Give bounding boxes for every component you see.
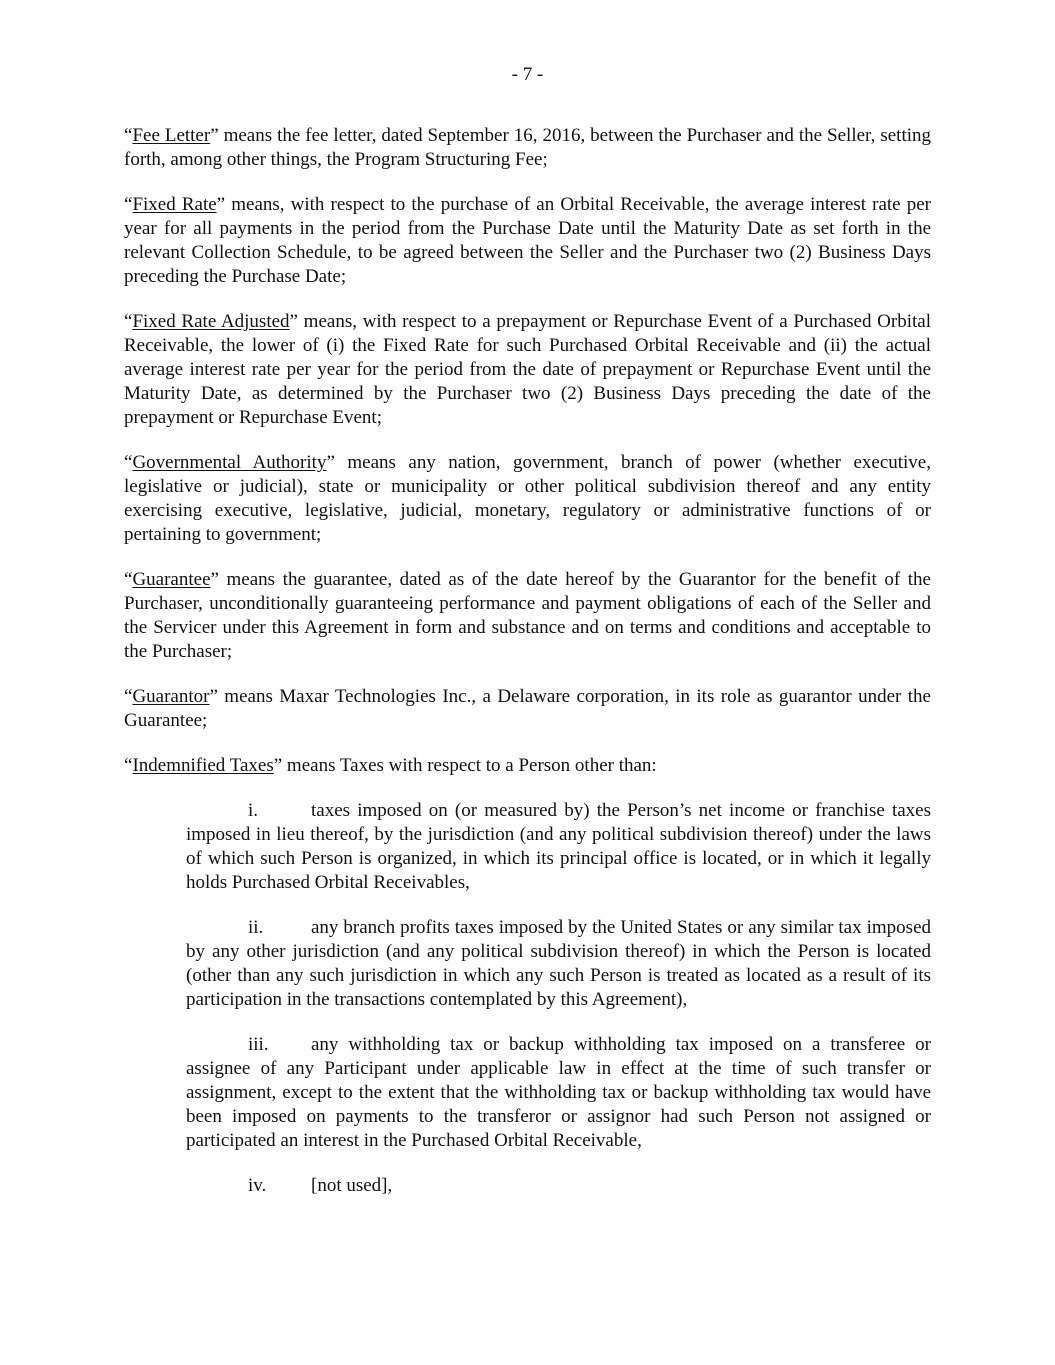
defined-term: Guarantor <box>132 686 210 707</box>
definition-text: ” means, with respect to the purchase of an Orbital Receivable, the average interest rate per year for all payments in the period from the Purchase Date until the Maturity Date as set forth in the relevant Collection Schedule, to be agreed between the Seller and the Purchaser two (2) Business Days preceding the Purchase Date; <box>124 194 931 287</box>
definition-text: ” means the fee letter, dated September 16, 2016, between the Purchaser and the Seller, setting forth, among other things, the Program Structuring Fee; <box>124 125 931 170</box>
definition-text: ” means Maxar Technologies Inc., a Delaware corporation, in its role as guarantor under the Guarantee; <box>124 686 931 731</box>
defined-term: Guarantee <box>132 569 211 590</box>
item-text: any withholding tax or backup withholding tax imposed on a transferee or assignee of any Participant under applicable law in effect at the time of such transfer or assignment, except to the extent that the withholding tax or backup withholding tax would have been imposed on payments to the transferor or assignor had such Person not assigned or participated an interest in the Purchased Orbital Receivable, <box>186 1034 931 1151</box>
open-quote: “ <box>124 569 133 590</box>
page-number: - 7 - <box>511 64 544 85</box>
document-body <box>124 124 931 1219</box>
definition-text: ” means, with respect to a prepayment or Repurchase Event of a Purchased Orbital Receivable, the lower of (i) the Fixed Rate for such Purchased Orbital Receivable and (ii) the actual average interest rate per year for the period from the date of prepayment or Repurchase Event until the Maturity Date, as determined by the Purchaser two (2) Business Days preceding the date of the prepayment or Repurchase Event; <box>124 311 931 428</box>
definition-paragraph <box>124 754 931 778</box>
list-item <box>186 1033 931 1153</box>
defined-term: Fixed Rate <box>132 194 217 215</box>
item-text: taxes imposed on (or measured by) the Person’s net income or franchise taxes imposed in lieu thereof, by the jurisdiction (and any political subdivision thereof) under the laws of which such Person is organized, in which its principal office is located, or in which it legally holds Purchased Orbital Receivables, <box>186 800 931 893</box>
open-quote: “ <box>124 194 133 215</box>
item-number: iv. <box>248 1175 267 1196</box>
open-quote: “ <box>124 125 133 146</box>
item-number: iii. <box>248 1034 269 1055</box>
defined-term: Fixed Rate Adjusted <box>132 311 290 332</box>
open-quote: “ <box>124 755 133 776</box>
definition-paragraph <box>124 451 931 547</box>
item-text: [not used], <box>311 1175 393 1196</box>
open-quote: “ <box>124 686 133 707</box>
list-item <box>186 1174 931 1198</box>
definition-paragraph <box>124 310 931 430</box>
item-number: ii. <box>248 917 264 938</box>
list-item <box>186 916 931 1012</box>
open-quote: “ <box>124 452 133 473</box>
defined-term: Governmental Authority <box>132 452 327 473</box>
definition-text: ” means any nation, government, branch of power (whether executive, legislative or judicial), state or municipality or other political subdivision thereof and any entity exercising executive, legislative, judicial, monetary, regulatory or administrative functions of or pertaining to government; <box>124 452 931 545</box>
open-quote: “ <box>124 311 133 332</box>
defined-term: Indemnified Taxes <box>132 755 274 776</box>
definition-paragraph <box>124 124 931 172</box>
defined-term: Fee Letter <box>132 125 211 146</box>
list-item <box>186 799 931 895</box>
item-number: i. <box>248 800 259 821</box>
definition-paragraph <box>124 568 931 664</box>
item-text: any branch profits taxes imposed by the United States or any similar tax imposed by any other jurisdiction (and any political subdivision thereof) in which the Person is located (other than any such jurisdiction in which any such Person is treated as located as a result of its participation in the transactions contemplated by this Agreement), <box>186 917 931 1010</box>
definition-text: ” means Taxes with respect to a Person other than: <box>273 755 657 776</box>
definition-text: ” means the guarantee, dated as of the date hereof by the Guarantor for the benefit of the Purchaser, unconditionally guaranteeing performance and payment obligations of each of the Seller and the Servicer under this Agreement in form and substance and on terms and conditions and acceptable to the Purchaser; <box>124 569 931 662</box>
definition-paragraph <box>124 685 931 733</box>
definition-paragraph <box>124 193 931 289</box>
